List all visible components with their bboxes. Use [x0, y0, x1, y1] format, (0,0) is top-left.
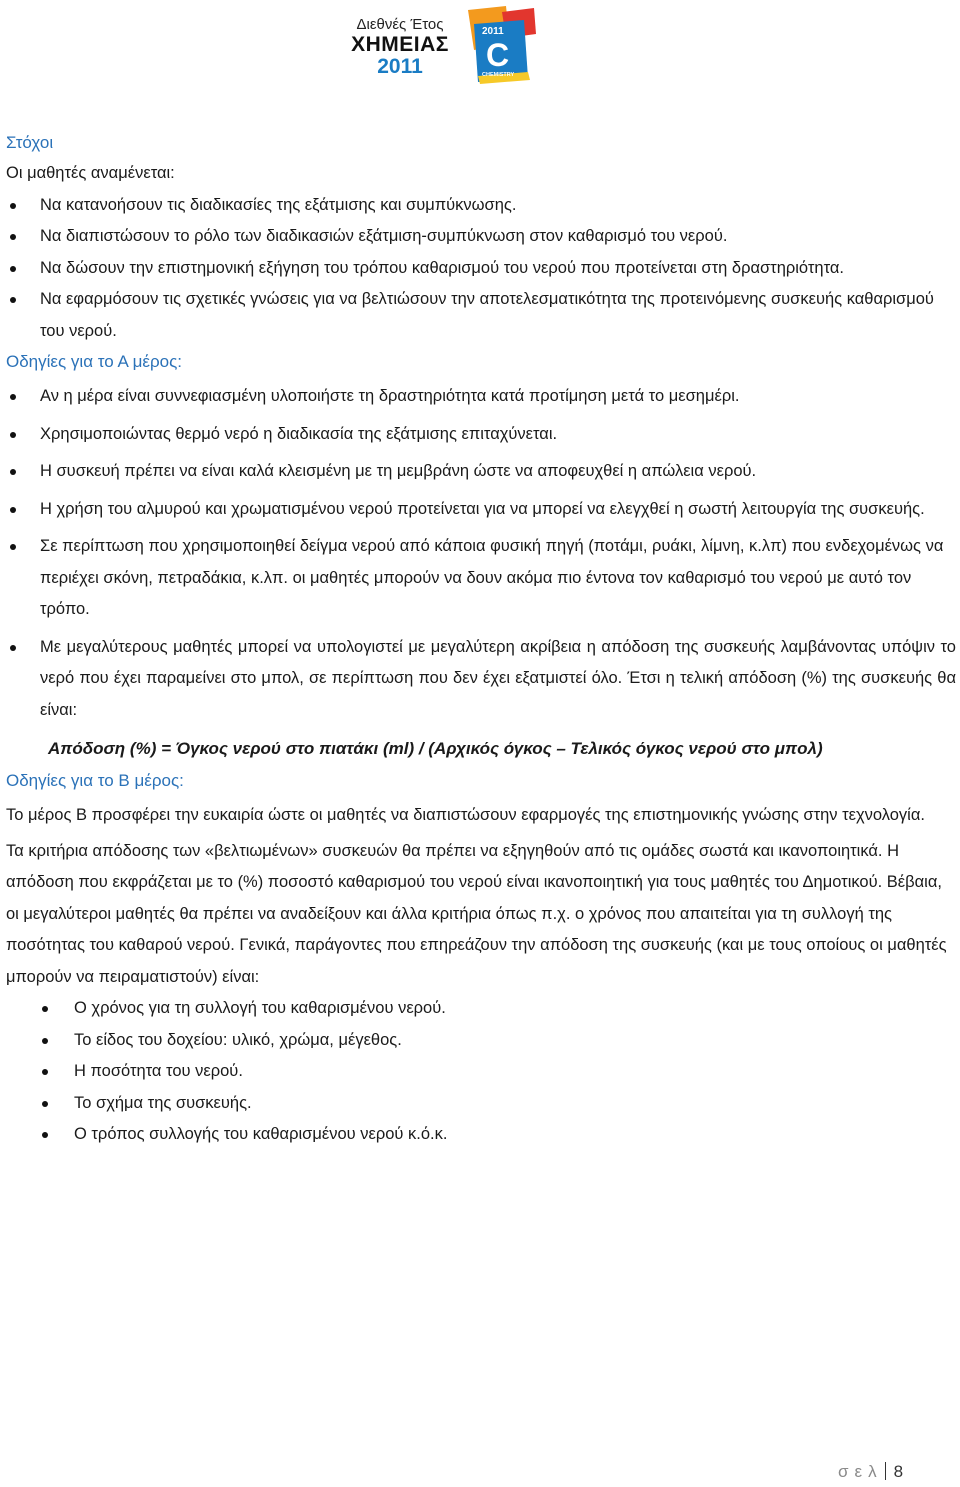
list-item: Η ποσότητα του νερού. [6, 1056, 956, 1088]
chemistry-badge-icon [462, 4, 562, 86]
list-item: Αν η μέρα είναι συννεφιασμένη υλοποιήστε τη δραστηριότητα κατά προτίμηση μετά το μεσημέρι. [6, 381, 956, 413]
part-a-list [6, 381, 956, 726]
part-b-title: Οδηγίες για το Β μέρος: [6, 771, 184, 790]
part-a-title: Οδηγίες για το Α μέρος: [6, 352, 182, 371]
list-item: Ο τρόπος συλλογής του καθαρισμένου νερού κ.ό.κ. [6, 1119, 956, 1151]
list-item: Να εφαρμόσουν τις σχετικές γνώσεις για να βελτιώσουν την αποτελεσματικότητα της προτεινόμενης συσκευής καθαρισμού του νερού. [6, 284, 956, 347]
part-b-paragraph-2: Τα κριτήρια απόδοσης των «βελτιωμένων» συσκευών θα πρέπει να εξηγηθούν από τις ομάδες σωστά και ικανοποιητικά. Η απόδοση που εκφράζεται με το (%) ποσοστό καθαρισμού του νερού είναι ικανοποιητική για τους μαθητές του Δημοτικού. Βέβαια, οι μεγαλύτεροι μαθητές θα πρέπει να αναδείξουν και άλλα κριτήρια όπως π.χ. ο χρόνος που απαιτείται για τη συλλογή της ποσότητας του καθαρού νερού. Γενικά, παράγοντες που επηρεάζουν την απόδοση της συσκευής (και με τους οποίους οι μαθητές μπορούν να πειραματιστούν) είναι: [6, 841, 947, 986]
part-b-list [6, 993, 956, 1151]
list-item: Να κατανοήσουν τις διαδικασίες της εξάτμισης και συμπύκνωσης. [6, 190, 956, 222]
part-b-paragraph-1: Το μέρος Β προσφέρει την ευκαιρία ώστε οι μαθητές να διαπιστώσουν εφαρμογές της επιστημονικής γνώσης στην τεχνολογία. [6, 806, 925, 824]
page-footer [838, 1462, 903, 1482]
chemistry-year-logo [340, 8, 570, 80]
list-item: Σε περίπτωση που χρησιμοποιηθεί δείγμα νερού από κάποια φυσική πηγή (ποτάμι, ρυάκι, λίμνη, κ.λπ) που ενδεχομένως να περιέχει σκόνη, πετραδάκια, κ.λπ. οι μαθητές μπορούν να δουν ακόμα πιο έντονα τον καθαρισμό του νερού με αυτό τον τρόπο. [6, 531, 956, 626]
logo-line-2: ΧΗΜΕΙΑΣ [351, 33, 449, 56]
document-body [6, 128, 956, 1151]
list-item: Με μεγαλύτερους μαθητές μπορεί να υπολογιστεί με μεγαλύτερη ακρίβεια η απόδοση της συσκευής λαμβάνοντας υπόψιν το νερό που έχει παραμείνει στο μπολ, σε περίπτωση που δεν έχει εξατμιστεί όλο. Έτσι η τελική απόδοση (%) της συσκευής θα είναι: [6, 632, 956, 727]
logo-line-3: 2011 [377, 55, 423, 78]
page-label: σελ [838, 1462, 883, 1481]
goals-list [6, 190, 956, 348]
goals-title: Στόχοι [6, 133, 54, 152]
list-item: Η χρήση του αλμυρού και χρωματισμένου νερού προτείνεται για να μπορεί να ελεγχθεί η σωστή λειτουργία της συσκευής. [6, 494, 956, 526]
badge-letter: C [486, 37, 510, 73]
goals-intro: Οι μαθητές αναμένεται: [6, 164, 175, 182]
list-item: Να διαπιστώσουν το ρόλο των διαδικασιών εξάτμιση-συμπύκνωση στον καθαρισμό του νερού. [6, 221, 956, 253]
efficiency-formula: Απόδοση (%) = Όγκος νερού στο πιατάκι (ml) / (Αρχικός όγκος – Τελικός όγκος νερού στο μπολ) [48, 739, 823, 758]
badge-year: 2011 [482, 26, 504, 37]
list-item: Ο χρόνος για τη συλλογή του καθαρισμένου νερού. [6, 993, 956, 1025]
logo-line-1: Διεθνές Έτος [356, 16, 444, 33]
badge-word: CHEMISTRY [482, 72, 515, 78]
page-number: 8 [893, 1462, 904, 1481]
list-item: Το είδος του δοχείου: υλικό, χρώμα, μέγεθος. [6, 1025, 956, 1057]
logo-text [340, 8, 460, 78]
footer-divider [885, 1462, 886, 1480]
list-item: Χρησιμοποιώντας θερμό νερό η διαδικασία της εξάτμισης επιταχύνεται. [6, 419, 956, 451]
list-item: Το σχήμα της συσκευής. [6, 1088, 956, 1120]
list-item: Να δώσουν την επιστημονική εξήγηση του τρόπου καθαρισμού του νερού που προτείνεται στη δραστηριότητα. [6, 253, 956, 285]
list-item: Η συσκευή πρέπει να είναι καλά κλεισμένη με τη μεμβράνη ώστε να αποφευχθεί η απώλεια νερού. [6, 456, 956, 488]
